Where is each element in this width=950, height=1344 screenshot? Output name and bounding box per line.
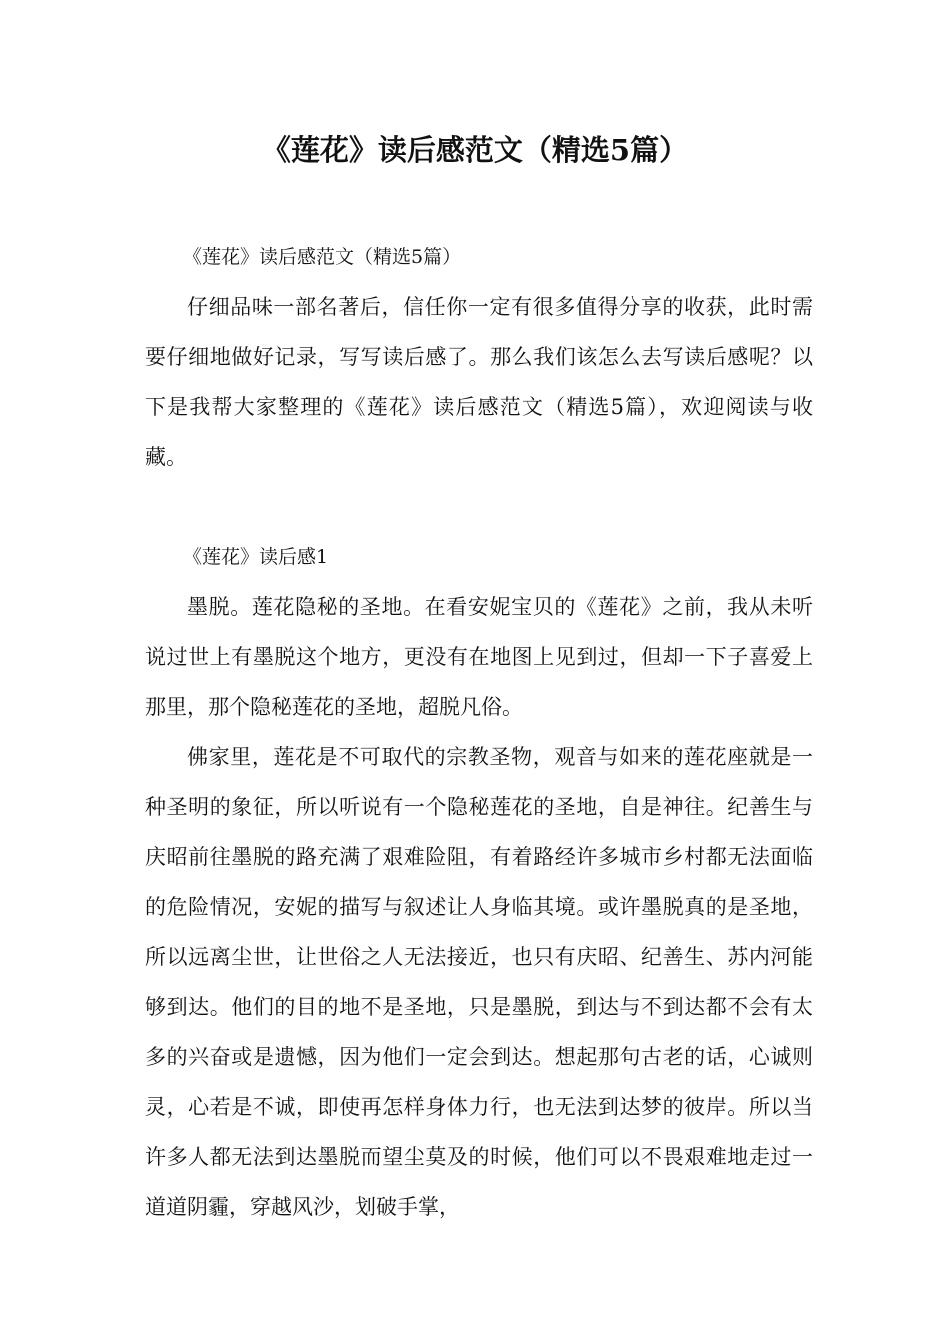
- section-paragraph-1: 墨脱。莲花隐秘的圣地。在看安妮宝贝的《莲花》之前，我从未听说过世上有墨脱这个地方，更没有在地图上见到过，但却一下子喜爱上那里，那个隐秘莲花的圣地，超脱凡俗。: [145, 595, 813, 719]
- document-body: [145, 232, 813, 1232]
- section-heading: 《莲花》读后感1: [183, 546, 329, 568]
- document-subtitle: 《莲花》读后感范文（精选5篇）: [183, 246, 462, 268]
- section-paragraph-2: 佛家里，莲花是不可取代的宗教圣物，观音与如来的莲花座就是一种圣明的象征，所以听说有一个隐秘莲花的圣地，自是神往。纪善生与庆昭前往墨脱的路充满了艰难险阻，有着路经许多城市乡村都无法面临的危险情况，安妮的描写与叙述让人身临其境。或许墨脱真的是圣地，所以远离尘世，让世俗之人无法接近，也只有庆昭、纪善生、苏内河能够到达。他们的目的地不是圣地，只是墨脱，到达与不到达都不会有太多的兴奋或是遗憾，因为他们一定会到达。想起那句古老的话，心诚则灵，心若是不诚，即使再怎样身体力行，也无法到达梦的彼岸。所以当许多人都无法到达墨脱而望尘莫及的时候，他们可以不畏艰难地走过一道道阴霾，穿越风沙，划破手掌，: [145, 745, 813, 1219]
- section-spacer: [145, 482, 813, 532]
- intro-paragraph: 仔细品味一部名著后，信任你一定有很多值得分享的收获，此时需要仔细地做好记录，写写读后感了。那么我们该怎么去写读后感呢？以下是我帮大家整理的《莲花》读后感范文（精选5篇），欢迎阅读与收藏。: [145, 295, 813, 469]
- document-title: 《莲花》读后感范文（精选5篇）: [261, 133, 689, 167]
